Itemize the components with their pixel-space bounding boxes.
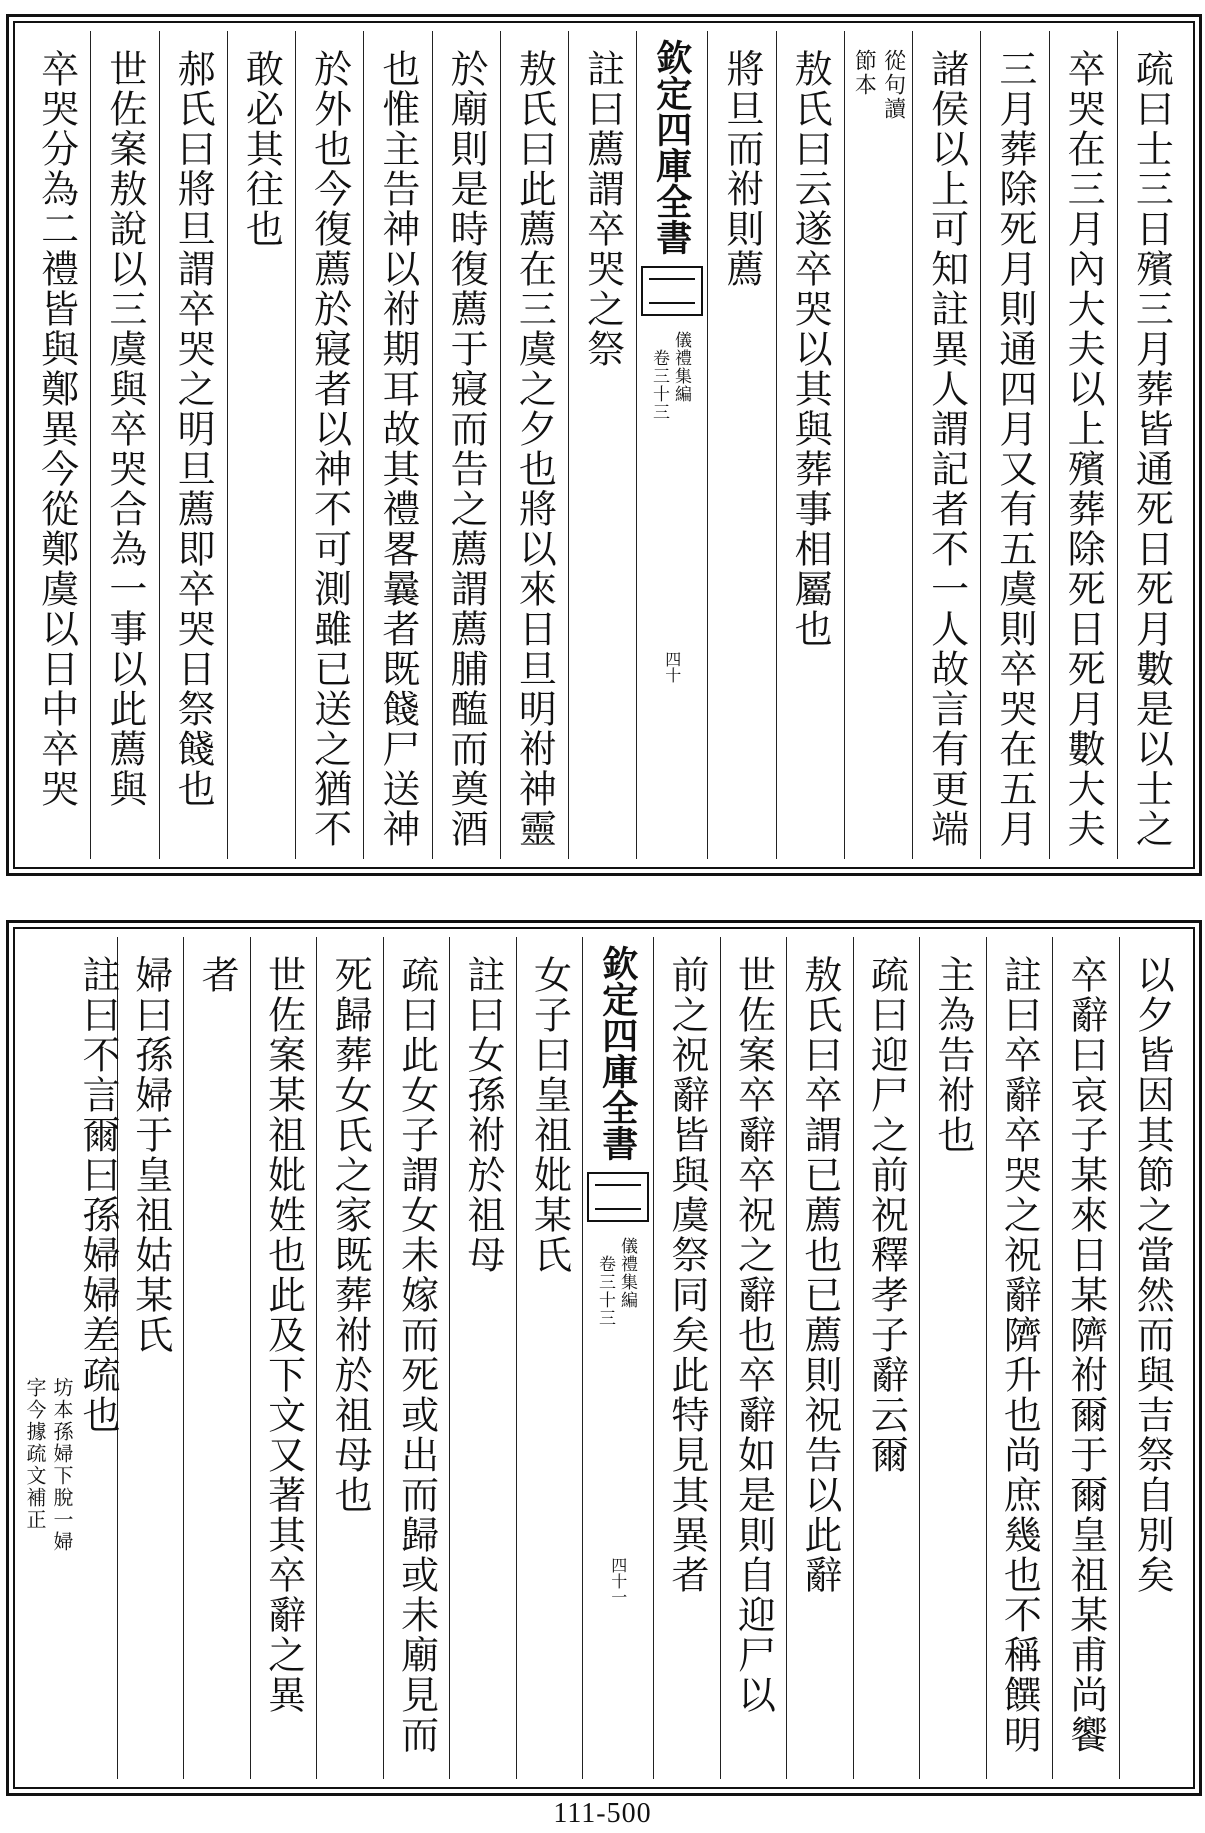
column-text: 婦曰孫婦于皇祖姑某氏 bbox=[128, 955, 173, 1355]
text-column bbox=[432, 31, 500, 859]
column-text: 疏曰士三日殯三月葬皆通死日死月數是以士之 bbox=[1129, 49, 1174, 849]
column-text: 卒辭曰哀子某來日某隮祔爾于爾皇祖某甫尚饗 bbox=[1063, 955, 1108, 1755]
text-column bbox=[159, 31, 227, 859]
text-column bbox=[853, 937, 919, 1779]
volume-label: 卷三十三 bbox=[594, 1255, 615, 1327]
book-subtitle: 儀禮集編 bbox=[616, 1237, 637, 1309]
text-column bbox=[1117, 31, 1185, 859]
column-text: 也惟主告神以祔期耳故其禮畧曩者既餞尸送神 bbox=[375, 49, 420, 849]
column-text: 死歸葬女氏之家既葬祔於祖母也 bbox=[328, 955, 373, 1515]
note-line: 坊本孫婦下脫一婦 bbox=[49, 1377, 74, 1553]
folio-number: 四十一 bbox=[608, 1557, 628, 1605]
column-text: 於廟則是時復薦于寢而告之薦謂薦脯醢而奠酒 bbox=[444, 49, 489, 849]
fishtail-mark bbox=[587, 1172, 649, 1222]
mixed-column bbox=[22, 937, 120, 1779]
book-title: 欽定四庫全書 bbox=[650, 39, 693, 255]
bottom-columns bbox=[23, 937, 1185, 1779]
column-text: 以夕皆因其節之當然而與吉祭自別矣 bbox=[1130, 955, 1175, 1595]
text-column bbox=[980, 31, 1048, 859]
column-text: 疏曰迎尸之前祝釋孝子辭云爾 bbox=[864, 955, 909, 1475]
column-text: 三月葬除死月則通四月又有五虞則卒哭在五月 bbox=[992, 49, 1037, 849]
book-subtitle: 儀禮集編 bbox=[670, 331, 691, 403]
book-title: 欽定四庫全書 bbox=[596, 945, 639, 1161]
text-column bbox=[1049, 31, 1117, 859]
text-column bbox=[516, 937, 582, 1779]
column-text: 卒哭在三月內大夫以上殯葬除死日死月數大夫 bbox=[1061, 49, 1106, 849]
text-column bbox=[363, 31, 431, 859]
text-column bbox=[786, 937, 852, 1779]
column-text: 者 bbox=[195, 955, 240, 995]
text-column bbox=[500, 31, 568, 859]
column-text: 於外也今復薦於寢者以神不可測雖已送之猶不 bbox=[307, 49, 352, 849]
text-column bbox=[568, 31, 636, 859]
column-text: 敖氏曰卒謂已薦也已薦則祝告以此辭 bbox=[797, 955, 842, 1595]
text-column bbox=[986, 937, 1052, 1779]
text-column bbox=[776, 31, 844, 859]
note-line: 字今據疏文補正 bbox=[22, 1377, 47, 1531]
text-column bbox=[919, 937, 985, 1779]
column-text: 主為告祔也 bbox=[930, 955, 975, 1155]
text-column bbox=[653, 937, 719, 1779]
column-text: 註曰卒辭卒哭之祝辭隮升也尚庶幾也不稱饌明 bbox=[997, 955, 1042, 1755]
text-column bbox=[23, 31, 90, 859]
note-column bbox=[844, 31, 912, 859]
text-column bbox=[316, 937, 382, 1779]
column-text: 卒哭分為二禮皆與鄭異今從鄭虞以日中卒哭 bbox=[34, 49, 79, 809]
text-column bbox=[117, 937, 183, 1779]
bottom-page bbox=[6, 920, 1202, 1796]
center-fold bbox=[582, 937, 653, 1779]
column-text: 世佐案敖說以三虞與卒哭合為一事以此薦與 bbox=[102, 49, 147, 809]
text-column bbox=[383, 937, 449, 1779]
column-text: 女子曰皇祖妣某氏 bbox=[527, 955, 572, 1275]
page-number: 111-500 bbox=[553, 1798, 652, 1829]
column-text: 敢必其往也 bbox=[239, 49, 284, 249]
top-page bbox=[6, 14, 1202, 876]
column-text: 註曰女孫祔於祖母 bbox=[461, 955, 506, 1275]
text-column bbox=[912, 31, 980, 859]
column-text: 疏曰此女子謂女未嫁而死或出而歸或未廟見而 bbox=[394, 955, 439, 1755]
fishtail-mark bbox=[641, 266, 703, 316]
text-column bbox=[250, 937, 316, 1779]
column-text: 註曰薦謂卒哭之祭 bbox=[580, 49, 625, 369]
column-text: 註曰不言爾曰孫婦婦差疏也 bbox=[75, 955, 120, 1435]
volume-label: 卷三十三 bbox=[648, 349, 669, 421]
text-column bbox=[1119, 937, 1185, 1779]
text-column bbox=[707, 31, 775, 859]
text-column bbox=[295, 31, 363, 859]
text-column bbox=[449, 937, 515, 1779]
text-column bbox=[1052, 937, 1118, 1779]
column-text: 世佐案卒辭卒祝之辭也卒辭如是則自迎尸以 bbox=[731, 955, 776, 1715]
column-text: 世佐案某祖妣姓也此及下文又著其卒辭之異 bbox=[261, 955, 306, 1715]
note-line: 節本 bbox=[851, 49, 877, 97]
folio-number: 四十 bbox=[662, 651, 682, 683]
top-columns bbox=[23, 31, 1185, 859]
column-text: 前之祝辭皆與虞祭同矣此特見其異者 bbox=[664, 955, 709, 1595]
note-line: 從句讀 bbox=[880, 49, 906, 121]
text-column bbox=[90, 31, 158, 859]
column-text: 郝氏曰將旦謂卒哭之明旦薦即卒哭日祭餞也 bbox=[171, 49, 216, 809]
column-text: 將旦而祔則薦 bbox=[719, 49, 764, 289]
column-text: 敖氏曰云遂卒哭以其與葬事相屬也 bbox=[788, 49, 833, 649]
text-column bbox=[227, 31, 295, 859]
column-text: 諸侯以上可知註異人謂記者不一人故言有更端 bbox=[924, 49, 969, 849]
center-fold bbox=[636, 31, 707, 859]
text-column bbox=[720, 937, 786, 1779]
text-column bbox=[183, 937, 249, 1779]
column-text: 敖氏曰此薦在三虞之夕也將以來日旦明祔神靈 bbox=[512, 49, 557, 849]
